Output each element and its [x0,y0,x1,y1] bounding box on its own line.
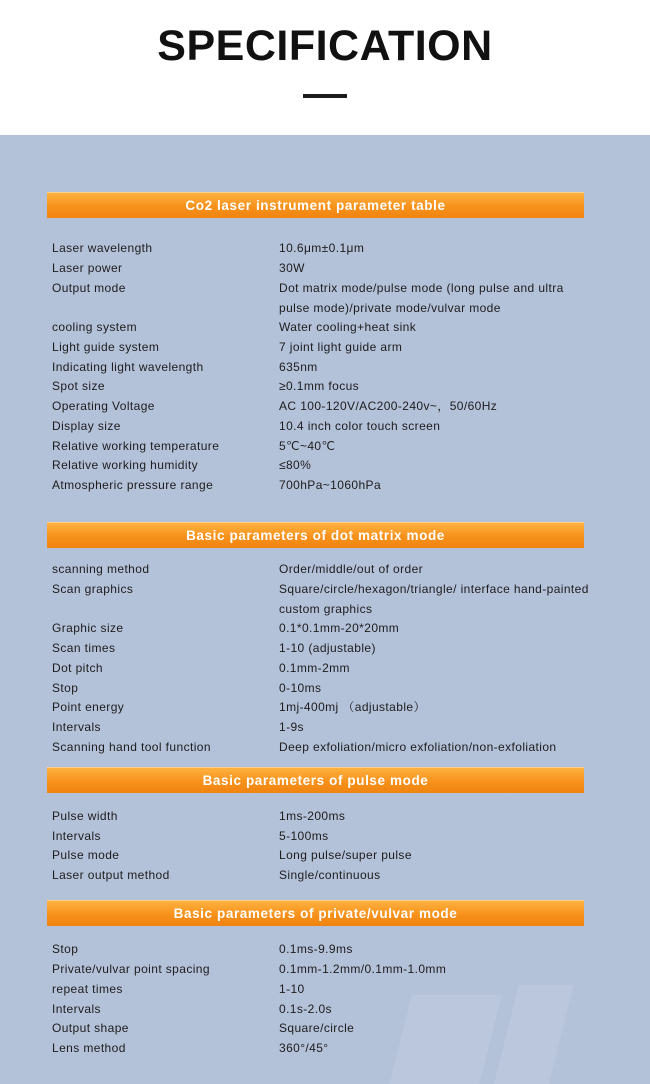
spec-label: Dot pitch [52,661,103,675]
spec-value: 10.4 inch color touch screen [279,419,441,433]
spec-label: Atmospheric pressure range [52,478,214,492]
spec-label: Relative working temperature [52,439,220,453]
spec-value: 1mj-400mj （adjustable） [279,700,426,714]
spec-label: Stop [52,681,79,695]
spec-value: Single/continuous [279,868,381,882]
spec-label: Graphic size [52,621,124,635]
spec-value: Water cooling+heat sink [279,320,417,334]
spec-label: cooling system [52,320,137,334]
spec-value: 10.6μm±0.1μm [279,241,365,255]
spec-label: Output mode [52,281,126,295]
header [0,0,650,135]
section-header-pulse-mode: Basic parameters of pulse mode [47,767,584,793]
spec-label: Spot size [52,379,105,393]
spec-label: Operating Voltage [52,399,155,413]
spec-value: 5-100ms [279,829,329,843]
spec-value: 1-9s [279,720,304,734]
spec-panel [0,135,650,1084]
spec-value: Dot matrix mode/pulse mode (long pulse and ultra pulse mode)/private mode/vulvar mode [279,281,564,315]
spec-label: repeat times [52,982,123,996]
spec-label: Output shape [52,1021,129,1035]
spec-value: 700hPa~1060hPa [279,478,382,492]
spec-label: Laser output method [52,868,170,882]
spec-label: Display size [52,419,121,433]
spec-label: Relative working humidity [52,458,199,472]
spec-value: 7 joint light guide arm [279,340,403,354]
spec-label: Light guide system [52,340,160,354]
spec-value: 1-10 (adjustable) [279,641,376,655]
spec-label: Scan graphics [52,582,134,596]
spec-value: 1ms-200ms [279,809,346,823]
spec-label: scanning method [52,562,150,576]
spec-value: Square/circle [279,1021,355,1035]
spec-value: Long pulse/super pulse [279,848,412,862]
spec-value: ≥0.1mm focus [279,379,360,393]
title-underline [303,94,347,98]
page-title: SPECIFICATION [157,22,493,70]
spec-value: Square/circle/hexagon/triangle/ interface hand-painted custom graphics [279,582,589,616]
section-header-dot-matrix: Basic parameters of dot matrix mode [47,522,584,548]
spec-value: 0.1mm-1.2mm/0.1mm-1.0mm [279,962,447,976]
spec-value: Deep exfoliation/micro exfoliation/non-exfoliation [279,740,557,754]
spec-value: ≤80% [279,458,312,472]
spec-label: Laser power [52,261,123,275]
spec-label: Intervals [52,829,101,843]
spec-value: 0-10ms [279,681,322,695]
spec-label: Lens method [52,1041,126,1055]
spec-label: Pulse width [52,809,118,823]
spec-value: AC 100-120V/AC200-240v~，50/60Hz [279,399,498,413]
spec-label: Intervals [52,1002,101,1016]
spec-label: Point energy [52,700,125,714]
spec-value: Order/middle/out of order [279,562,424,576]
spec-value: 0.1ms-9.9ms [279,942,353,956]
spec-label: Scan times [52,641,116,655]
section-header-private-vulvar-mode: Basic parameters of private/vulvar mode [47,900,584,926]
spec-label: Intervals [52,720,101,734]
spec-label: Pulse mode [52,848,120,862]
spec-value: 1-10 [279,982,305,996]
spec-value: 360°/45° [279,1041,329,1055]
spec-label: Indicating light wavelength [52,360,204,374]
spec-value: 0.1mm-2mm [279,661,350,675]
spec-label: Private/vulvar point spacing [52,962,210,976]
spec-value: 30W [279,261,305,275]
section-header-co2-parameters: Co2 laser instrument parameter table [47,192,584,218]
spec-value: 5℃~40℃ [279,439,336,453]
spec-label: Stop [52,942,79,956]
spec-value: 0.1s-2.0s [279,1002,332,1016]
spec-value: 0.1*0.1mm-20*20mm [279,621,400,635]
spec-label: Laser wavelength [52,241,153,255]
spec-label: Scanning hand tool function [52,740,211,754]
spec-value: 635nm [279,360,318,374]
